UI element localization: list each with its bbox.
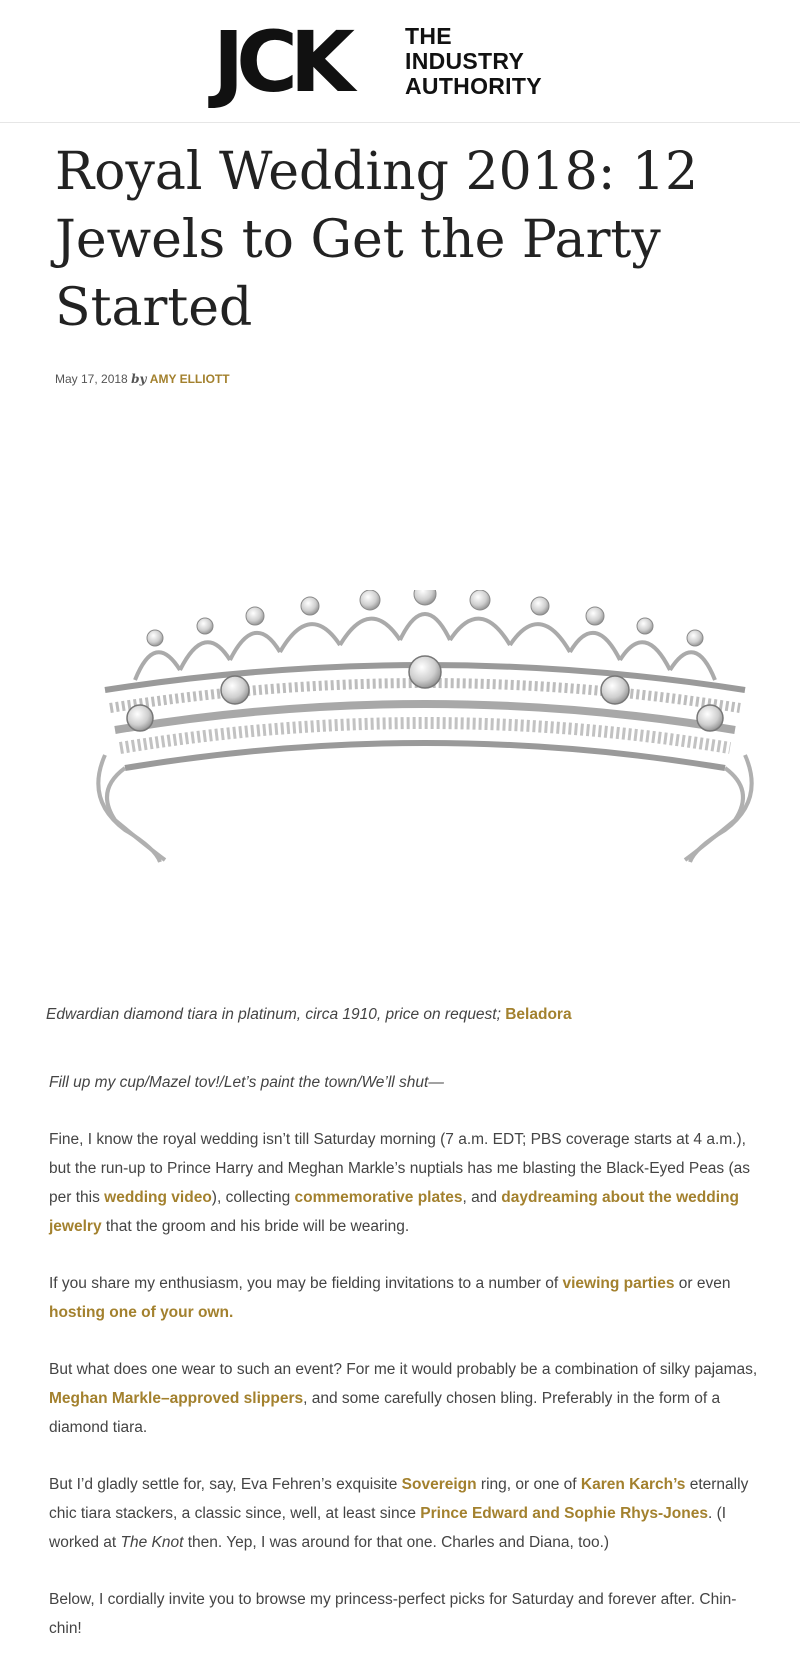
paragraph-5: Below, I cordially invite you to browse my princess-perfect picks for Saturday and forever after. Chin-chin! (49, 1591, 737, 1637)
p3-text-1: If you share my enthusiasm, you may be fielding invitations to a number of (49, 1275, 563, 1292)
link-hosting-one[interactable]: hosting one of your own. (49, 1304, 234, 1321)
the-knot-emphasis: The Knot (120, 1534, 184, 1551)
p5-text-3: eternally chic tiara stackers, a classic since, well, at least since (49, 1476, 749, 1522)
tagline-line-1: THE (405, 23, 452, 49)
image-caption (46, 1006, 572, 1024)
tagline-line-2: INDUSTRY (405, 48, 525, 74)
link-commemorative-plates[interactable]: commemorative plates (294, 1189, 463, 1206)
article-title: Royal Wedding 2018: 12 Jewels to Get the Party Started (55, 142, 699, 338)
p3-text-2: or even (674, 1275, 731, 1292)
byline (55, 372, 230, 386)
lyric-paragraph: Fill up my cup/Mazel tov!/Let’s paint the town/We’ll shut— (49, 1074, 444, 1091)
site-header (0, 0, 800, 123)
p2-text-1: Fine, I know the royal wedding isn’t till Saturday morning (7 a.m. EDT; PBS coverage starts at 4 a.m.), but the run-up to Prince Harry and Meghan Markle’s nuptials has me blasting the Black-Eyed Peas (as per this (49, 1131, 751, 1206)
paragraph-1 (49, 1125, 769, 1241)
author-link[interactable]: AMY ELLIOTT (149, 372, 230, 386)
byline-by: by (131, 372, 147, 386)
paragraph-4 (49, 1470, 769, 1557)
link-karen-karch[interactable]: Karen Karch’s (580, 1476, 686, 1493)
p2-text-2: ), collecting (211, 1189, 295, 1206)
jck-logo[interactable]: JCK (213, 13, 347, 111)
p5-text-2: ring, or one of (476, 1476, 581, 1493)
link-wedding-video[interactable]: wedding video (104, 1189, 212, 1206)
p4-text-2: , and some carefully chosen bling. Preferably in the form of a diamond tiara. (49, 1390, 721, 1436)
p4-text-1: But what does one wear to such an event? For me it would probably be a combination of silky pajamas, (49, 1361, 758, 1378)
link-slippers[interactable]: Meghan Markle–approved slippers (49, 1390, 304, 1407)
site-tagline (405, 24, 542, 99)
paragraph-2 (49, 1269, 769, 1327)
caption-link-beladora[interactable]: Beladora (505, 1006, 572, 1023)
article-body (49, 1068, 769, 1671)
link-wedding-jewelry[interactable]: daydreaming about the wedding jewelry (49, 1189, 739, 1235)
p5-text-5: then. Yep, I was around for that one. Charles and Diana, too.) (183, 1534, 610, 1551)
tiara-image (85, 590, 765, 890)
p5-text-1: But I’d gladly settle for, say, Eva Fehren’s exquisite (49, 1476, 402, 1493)
publish-date: May 17, 2018 (55, 372, 128, 386)
tagline-line-3: AUTHORITY (405, 73, 542, 99)
p5-text-4: . (I worked at (49, 1505, 727, 1551)
link-sovereign[interactable]: Sovereign (401, 1476, 477, 1493)
caption-text: Edwardian diamond tiara in platinum, circa 1910, price on request; (46, 1006, 506, 1023)
link-viewing-parties[interactable]: viewing parties (562, 1275, 675, 1292)
p2-text-4: that the groom and his bride will be wearing. (101, 1218, 410, 1235)
paragraph-3 (49, 1355, 769, 1442)
link-prince-edward[interactable]: Prince Edward and Sophie Rhys-Jones (420, 1505, 708, 1522)
p2-text-3: , and (462, 1189, 502, 1206)
